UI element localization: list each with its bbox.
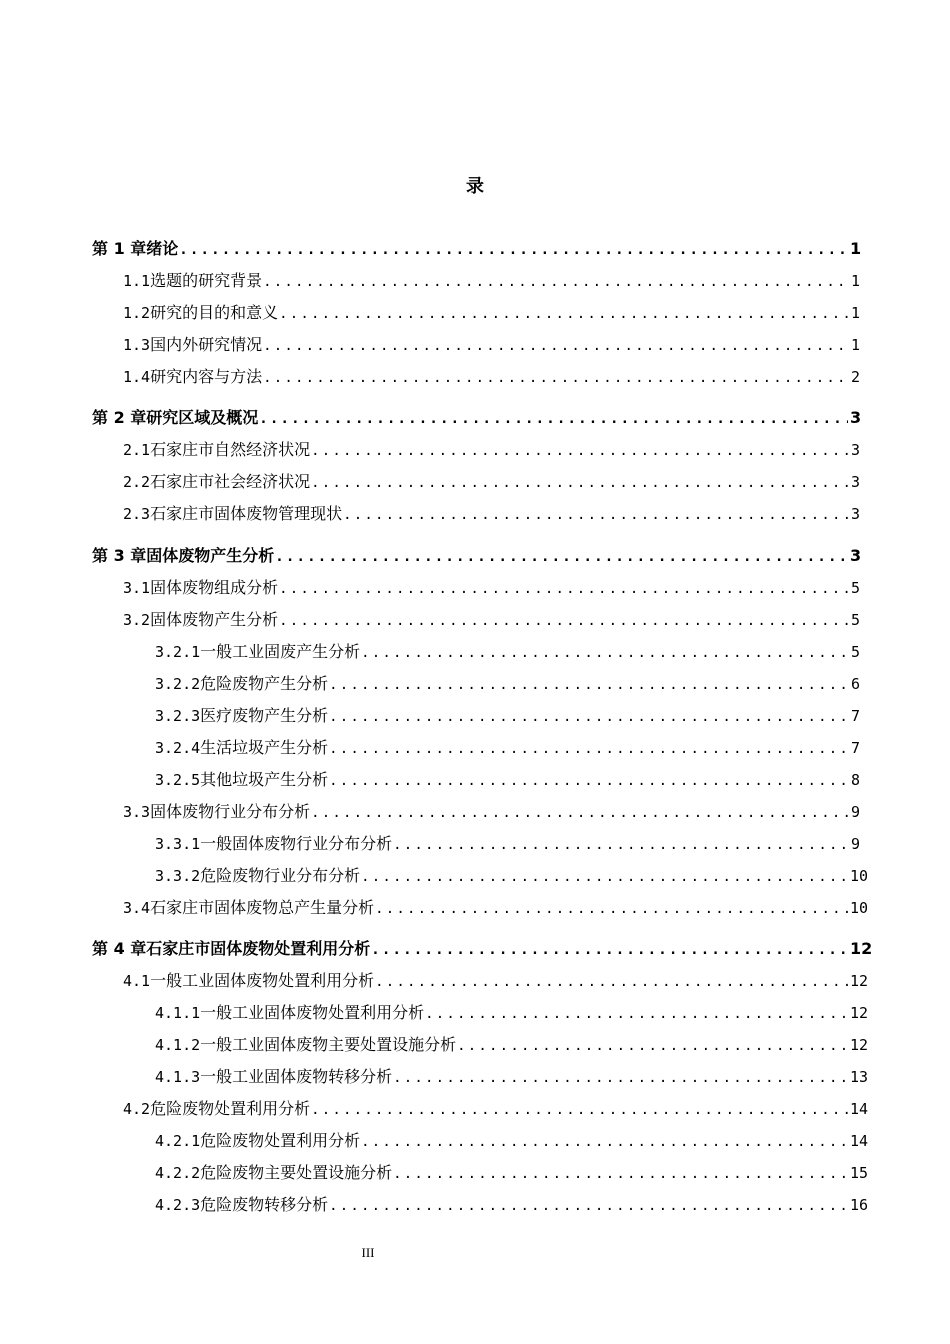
- toc-dot-leader: [425, 1001, 848, 1027]
- toc-dot-leader: [361, 640, 848, 666]
- toc-entry[interactable]: [123, 1096, 869, 1122]
- toc-entry[interactable]: [92, 405, 860, 431]
- toc-entry-label: 一般工业固体废物处置利用分析: [150, 971, 375, 990]
- toc-entry-number: 3.1: [123, 579, 151, 597]
- toc-entry-number: 1.1: [123, 272, 151, 290]
- toc-entry-label: 一般工业固体废物处置利用分析: [200, 1003, 425, 1022]
- toc-title: 录: [466, 176, 484, 197]
- toc-dot-leader: [279, 576, 848, 602]
- toc-dot-leader: [393, 832, 848, 858]
- toc-entry[interactable]: [155, 639, 860, 665]
- toc-entry[interactable]: [123, 268, 860, 294]
- toc-entry[interactable]: [123, 575, 860, 601]
- toc-entry-page: 1: [850, 336, 860, 354]
- toc-entry[interactable]: [155, 767, 860, 793]
- toc-entry-number: 4.2.2: [155, 1164, 201, 1182]
- toc-entry-label: 研究内容与方法: [150, 367, 263, 386]
- toc-entry-label: 石家庄市固体废物处置利用分析: [146, 939, 371, 958]
- toc-dot-leader: [263, 365, 848, 391]
- toc-entry-page: 3: [850, 408, 862, 427]
- toc-entry-page: 5: [850, 611, 860, 629]
- toc-entry-page: 1: [850, 272, 860, 290]
- toc-dot-leader: [375, 896, 848, 922]
- toc-entry-label: 固体废物行业分布分析: [150, 802, 311, 821]
- toc-entry-label: 石家庄市社会经济状况: [150, 472, 311, 491]
- toc-entry-number: 2.2: [123, 473, 151, 491]
- toc-dot-leader: [329, 736, 848, 762]
- toc-entry-label: 石家庄市自然经济状况: [150, 440, 311, 459]
- toc-dot-leader: [279, 301, 848, 327]
- toc-entry[interactable]: [155, 735, 860, 761]
- toc-entry-label: 研究区域及概况: [146, 408, 259, 427]
- toc-entry[interactable]: [92, 236, 860, 262]
- toc-entry[interactable]: [155, 1192, 869, 1218]
- toc-entry-label: 固体废物产生分析: [146, 546, 275, 565]
- toc-entry-number: 3.2.1: [155, 643, 201, 661]
- toc-entry-page: 13: [850, 1068, 869, 1086]
- toc-entry-label: 危险废物产生分析: [200, 674, 329, 693]
- toc-entry-label: 固体废物产生分析: [150, 610, 279, 629]
- toc-entry-label: 一般固体废物行业分布分析: [200, 834, 393, 853]
- toc-entry[interactable]: [155, 703, 860, 729]
- toc-dot-leader: [279, 608, 848, 634]
- toc-entry[interactable]: [123, 968, 869, 994]
- toc-entry-page: 9: [850, 835, 860, 853]
- toc-dot-leader: [371, 937, 848, 963]
- toc-dot-leader: [329, 768, 848, 794]
- toc-entry-page: 5: [850, 643, 860, 661]
- toc-entry-number: 第 1 章: [92, 239, 147, 258]
- toc-dot-leader: [393, 1065, 848, 1091]
- toc-entry-page: 2: [850, 368, 860, 386]
- toc-entry[interactable]: [155, 1128, 869, 1154]
- toc-dot-leader: [343, 502, 848, 528]
- toc-entry[interactable]: [123, 469, 860, 495]
- toc-dot-leader: [329, 704, 848, 730]
- toc-entry-label: 国内外研究情况: [150, 335, 263, 354]
- toc-entry-label: 选题的研究背景: [150, 271, 263, 290]
- toc-entry-number: 3.2.3: [155, 707, 201, 725]
- toc-entry-page: 6: [850, 675, 860, 693]
- toc-entry-label: 一般工业固体废物转移分析: [200, 1067, 393, 1086]
- toc-dot-leader: [311, 800, 848, 826]
- toc-entry-page: 14: [850, 1132, 869, 1150]
- toc-entry-page: 7: [850, 739, 860, 757]
- toc-entry[interactable]: [123, 799, 860, 825]
- toc-entry[interactable]: [123, 300, 860, 326]
- toc-entry-number: 3.2.2: [155, 675, 201, 693]
- toc-dot-leader: [457, 1033, 848, 1059]
- toc-entry[interactable]: [155, 1032, 869, 1058]
- toc-entry[interactable]: [155, 863, 869, 889]
- toc-entry[interactable]: [155, 1064, 869, 1090]
- toc-entry[interactable]: [123, 332, 860, 358]
- toc-entry[interactable]: [123, 364, 860, 390]
- toc-entry[interactable]: [123, 895, 869, 921]
- toc-entry-number: 3.2: [123, 611, 151, 629]
- toc-dot-leader: [393, 1161, 848, 1187]
- toc-entry-number: 2.1: [123, 441, 151, 459]
- toc-entry-number: 3.2.4: [155, 739, 201, 757]
- toc-dot-leader: [263, 333, 848, 359]
- toc-entry[interactable]: [123, 437, 860, 463]
- toc-entry-page: 8: [850, 771, 860, 789]
- toc-dot-leader: [375, 969, 848, 995]
- toc-entry-number: 4.2.3: [155, 1196, 201, 1214]
- toc-entry[interactable]: [155, 831, 860, 857]
- toc-entry[interactable]: [92, 936, 873, 962]
- toc-entry-number: 3.3.2: [155, 867, 201, 885]
- toc-entry-number: 3.3: [123, 803, 151, 821]
- toc-dot-leader: [275, 544, 848, 570]
- toc-entry-page: 3: [850, 473, 860, 491]
- toc-entry-page: 10: [850, 867, 869, 885]
- toc-entry-number: 3.3.1: [155, 835, 201, 853]
- toc-entry-page: 1: [850, 239, 862, 258]
- toc-entry-label: 一般工业固废产生分析: [200, 642, 361, 661]
- toc-dot-leader: [329, 672, 848, 698]
- toc-entry-number: 4.1.2: [155, 1036, 201, 1054]
- toc-entry-label: 研究的目的和意义: [150, 303, 279, 322]
- toc-dot-leader: [311, 1097, 848, 1123]
- toc-entry[interactable]: [123, 607, 860, 633]
- toc-entry[interactable]: [92, 543, 860, 569]
- toc-entry-label: 其他垃圾产生分析: [200, 770, 329, 789]
- toc-entry-label: 石家庄市固体废物管理现状: [150, 504, 343, 523]
- toc-entry-page: 15: [850, 1164, 869, 1182]
- toc-entry-label: 危险废物处置利用分析: [150, 1099, 311, 1118]
- toc-entry-page: 14: [850, 1100, 869, 1118]
- toc-entry-page: 3: [850, 441, 860, 459]
- toc-entry-number: 2.3: [123, 505, 151, 523]
- toc-entry-number: 3.2.5: [155, 771, 201, 789]
- toc-entry-number: 4.1.3: [155, 1068, 201, 1086]
- toc-entry-label: 危险废物转移分析: [200, 1195, 329, 1214]
- toc-entry-label: 危险废物主要处置设施分析: [200, 1163, 393, 1182]
- toc-entry-number: 第 3 章: [92, 546, 147, 565]
- toc-entry-number: 第 2 章: [92, 408, 147, 427]
- toc-entry-page: 10: [850, 899, 869, 917]
- toc-entry[interactable]: [123, 501, 860, 527]
- toc-entry-number: 4.2.1: [155, 1132, 201, 1150]
- toc-entry-number: 1.2: [123, 304, 151, 322]
- toc-entry-number: 4.1: [123, 972, 151, 990]
- toc-entry-number: 1.4: [123, 368, 151, 386]
- toc-entry-page: 3: [850, 505, 860, 523]
- toc-entry-label: 绪论: [146, 239, 179, 258]
- toc-entry-page: 12: [850, 1036, 869, 1054]
- toc-entry-page: 5: [850, 579, 860, 597]
- toc-dot-leader: [263, 269, 848, 295]
- toc-entry-label: 固体废物组成分析: [150, 578, 279, 597]
- toc-entry-label: 生活垃圾产生分析: [200, 738, 329, 757]
- toc-entry[interactable]: [155, 1000, 869, 1026]
- toc-dot-leader: [311, 470, 848, 496]
- toc-entry-label: 石家庄市固体废物总产生量分析: [150, 898, 375, 917]
- toc-entry-label: 医疗废物产生分析: [200, 706, 329, 725]
- toc-entry-number: 3.4: [123, 899, 151, 917]
- toc-entry[interactable]: [155, 1160, 869, 1186]
- toc-entry-page: 7: [850, 707, 860, 725]
- toc-entry-page: 9: [850, 803, 860, 821]
- toc-entry-label: 一般工业固体废物主要处置设施分析: [200, 1035, 457, 1054]
- toc-entry-page: 12: [850, 972, 869, 990]
- toc-entry[interactable]: [155, 671, 860, 697]
- toc-entry-page: 16: [850, 1196, 869, 1214]
- toc-dot-leader: [361, 1129, 848, 1155]
- page-number: III: [361, 1245, 375, 1260]
- toc-entry-number: 第 4 章: [92, 939, 147, 958]
- toc-entry-page: 12: [850, 939, 873, 958]
- toc-dot-leader: [311, 438, 848, 464]
- toc-entry-label: 危险废物处置利用分析: [200, 1131, 361, 1150]
- toc-entry-number: 4.1.1: [155, 1004, 201, 1022]
- toc-entry-number: 4.2: [123, 1100, 151, 1118]
- toc-entry-page: 1: [850, 304, 860, 322]
- toc-entry-page: 12: [850, 1004, 869, 1022]
- toc-entry-page: 3: [850, 546, 862, 565]
- toc-entry-number: 1.3: [123, 336, 151, 354]
- toc-dot-leader: [179, 237, 848, 263]
- toc-dot-leader: [329, 1193, 848, 1219]
- toc-entry-label: 危险废物行业分布分析: [200, 866, 361, 885]
- toc-dot-leader: [361, 864, 848, 890]
- toc-dot-leader: [259, 406, 848, 432]
